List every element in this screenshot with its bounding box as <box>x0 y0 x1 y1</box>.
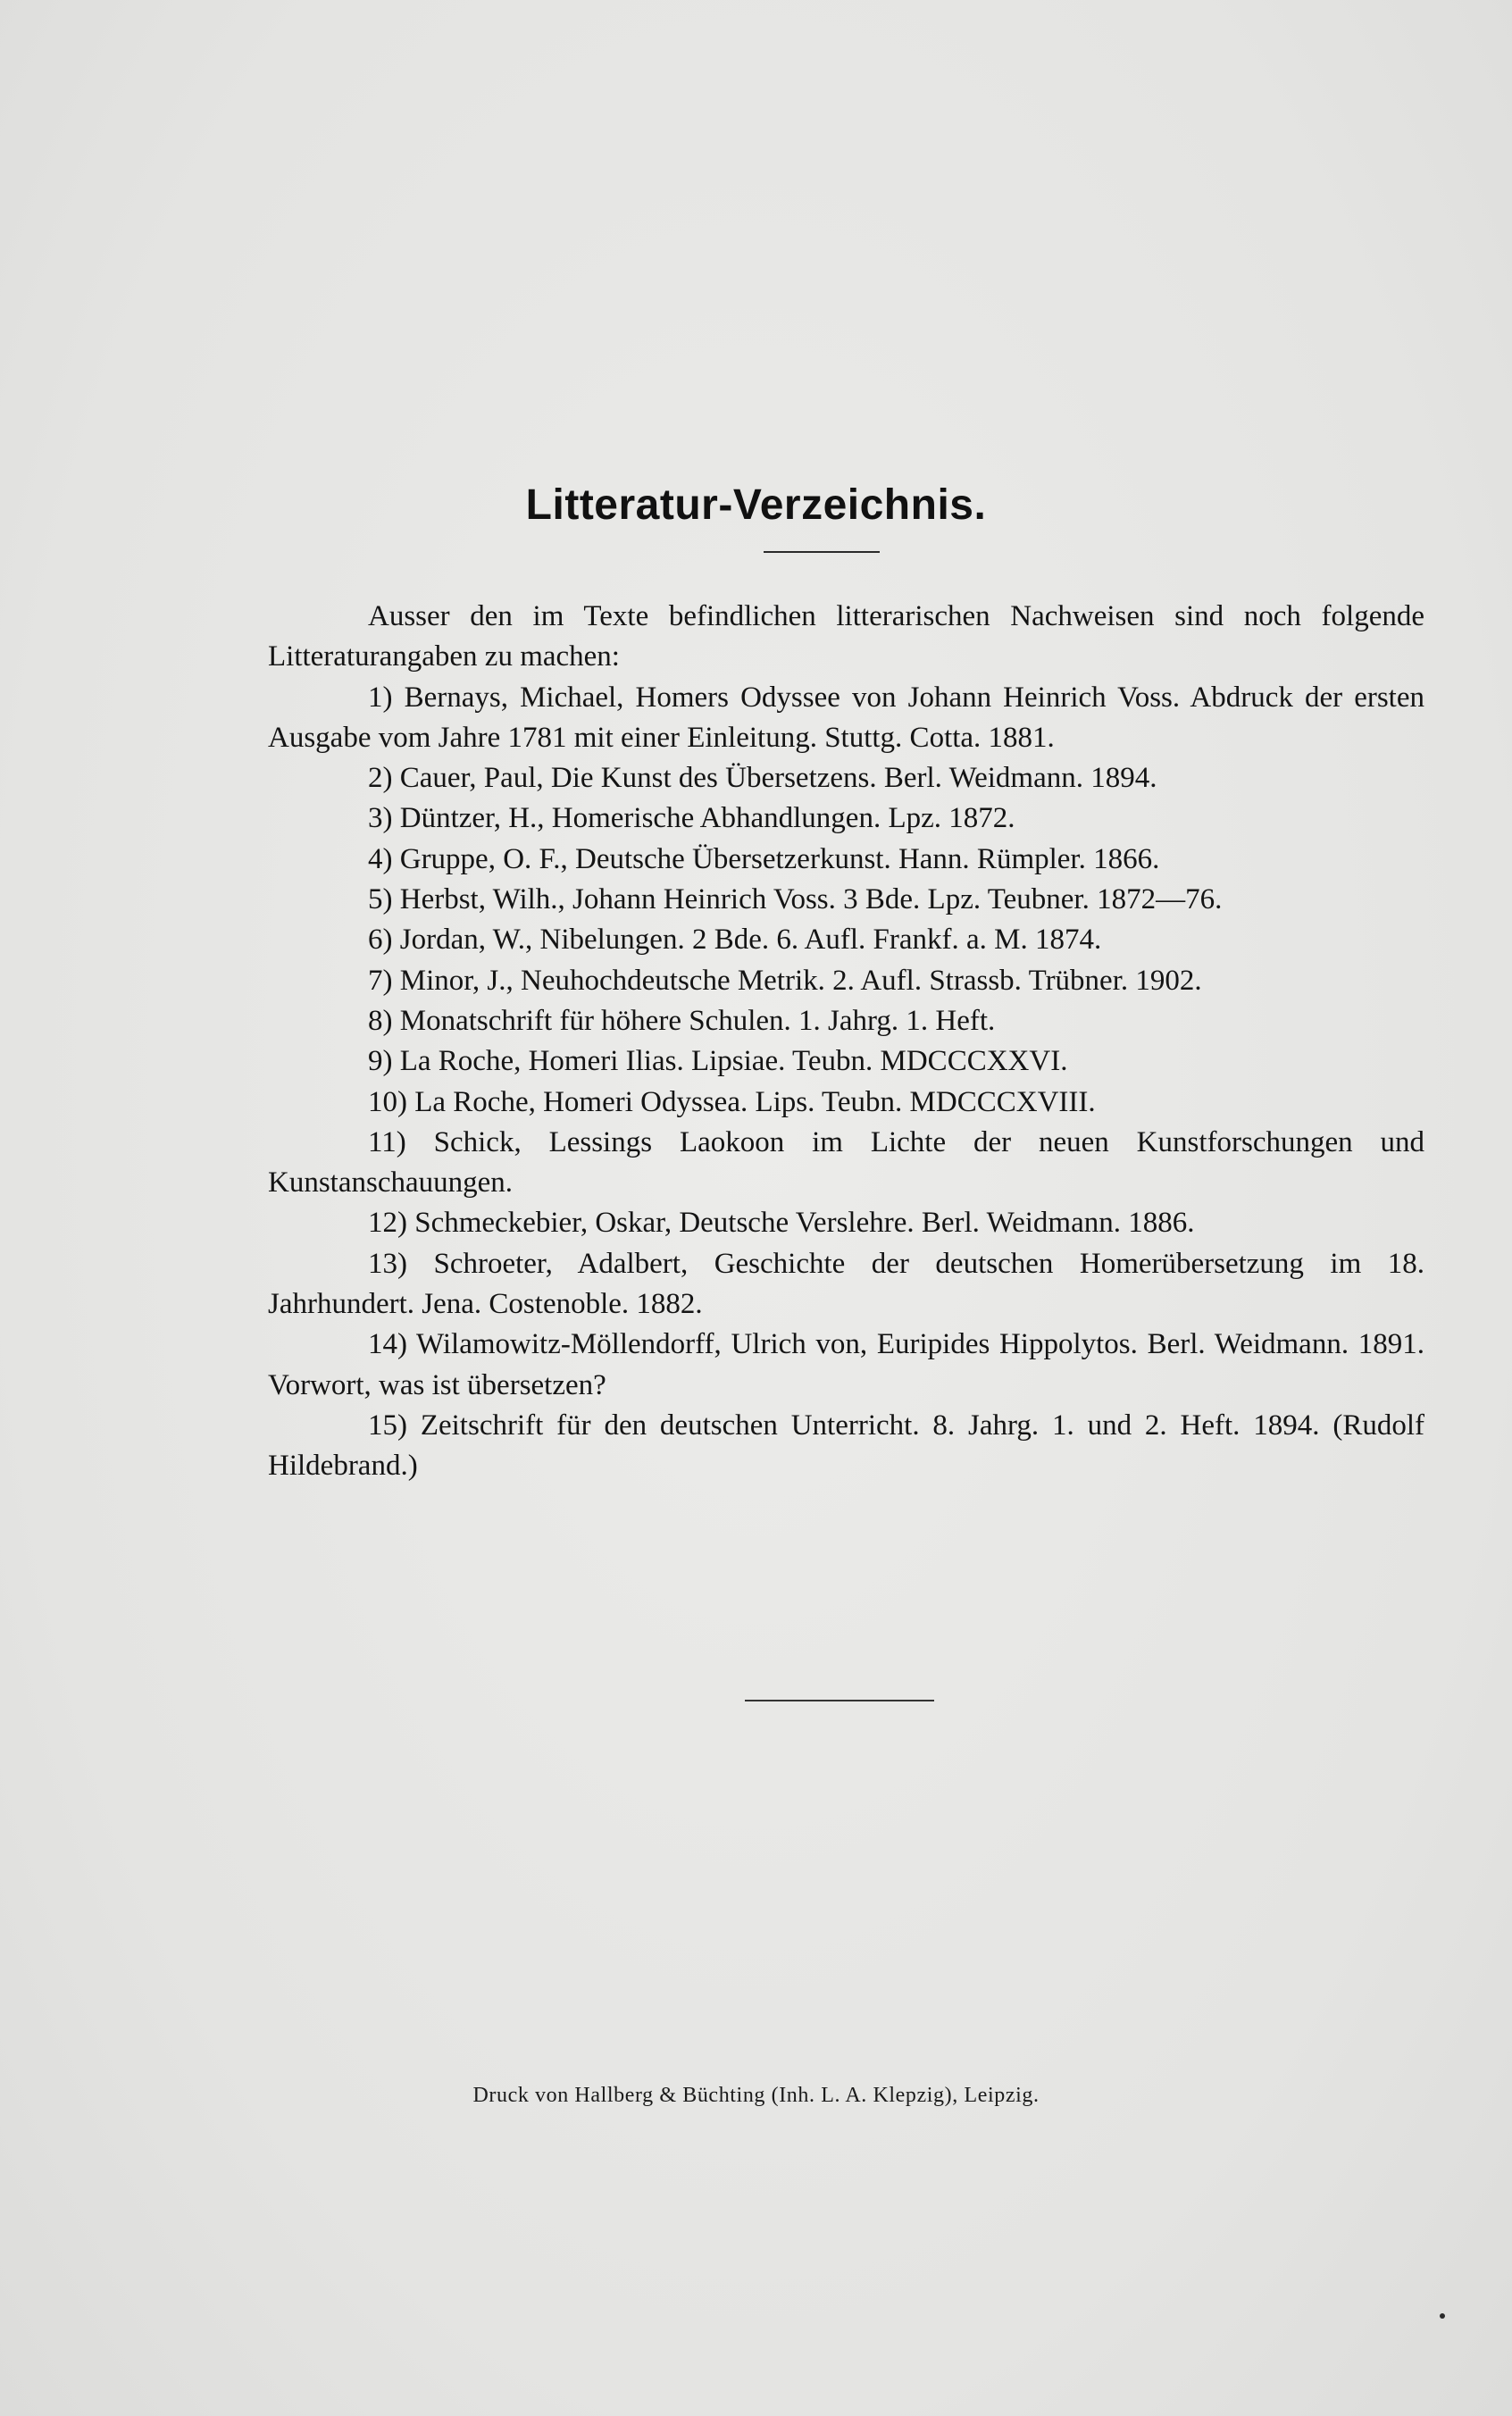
reference-item: 1) Bernays, Michael, Homers Odyssee von Johann Heinrich Voss. Abdruck der ersten Ausgabe vom Jahre 1781 mit einer Einleitung. Stuttg. Cotta. 1881. <box>268 681 1424 754</box>
reference-item: 2) Cauer, Paul, Die Kunst des Übersetzens. Berl. Weidmann. 1894. <box>368 762 1157 795</box>
reference-item: 9) La Roche, Homeri Ilias. Lipsiae. Teubn. MDCCCXXVI. <box>368 1045 1068 1078</box>
bibliography-body <box>268 597 1424 1487</box>
reference-item: 10) La Roche, Homeri Odyssea. Lips. Teubn. MDCCCXVIII. <box>368 1085 1096 1118</box>
end-divider <box>745 1700 934 1701</box>
intro-paragraph: Ausser den im Texte befindlichen litterarischen Nachweisen sind noch folgende Litteraturangaben zu machen: <box>268 600 1424 673</box>
reference-item: 11) Schick, Lessings Laokoon im Lichte der neuen Kunstforschungen und Kunstanschauungen. <box>268 1125 1424 1200</box>
title-divider <box>764 551 880 553</box>
reference-item: 7) Minor, J., Neuhochdeutsche Metrik. 2. Aufl. Strassb. Trübner. 1902. <box>368 964 1202 997</box>
reference-item: 14) Wilamowitz-Möllendorff, Ulrich von, Euripides Hippolytos. Berl. Weidmann. 1891. Vorwort, was ist übersetzen? <box>268 1328 1424 1401</box>
reference-item: 3) Düntzer, H., Homerische Abhandlungen. Lpz. 1872. <box>368 802 1015 835</box>
reference-item: 5) Herbst, Wilh., Johann Heinrich Voss. 3 Bde. Lpz. Teubner. 1872—76. <box>368 883 1223 916</box>
reference-item: 4) Gruppe, O. F., Deutsche Übersetzerkunst. Hann. Rümpler. 1866. <box>368 842 1160 875</box>
printer-imprint: Druck von Hallberg & Büchting (Inh. L. A. Klepzig), Leipzig. <box>472 2084 1040 2107</box>
reference-item: 6) Jordan, W., Nibelungen. 2 Bde. 6. Aufl. Frankf. a. M. 1874. <box>368 924 1102 957</box>
reference-item: 8) Monatschrift für höhere Schulen. 1. Jahrg. 1. Heft. <box>368 1004 996 1037</box>
reference-item: 13) Schroeter, Adalbert, Geschichte der deutschen Homerübersetzung im 18. Jahrhundert. Jena. Costenoble. 1882. <box>268 1247 1424 1321</box>
reference-item: 12) Schmeckebier, Oskar, Deutsche Verslehre. Berl. Weidmann. 1886. <box>368 1207 1195 1240</box>
page-title: Litteratur-Verzeichnis. <box>525 481 987 530</box>
reference-list <box>268 678 1424 1487</box>
reference-item: 15) Zeitschrift für den deutschen Unterricht. 8. Jahrg. 1. und 2. Heft. 1894. (Rudolf Hildebrand.) <box>268 1409 1424 1483</box>
scan-speck <box>1440 2313 1445 2319</box>
